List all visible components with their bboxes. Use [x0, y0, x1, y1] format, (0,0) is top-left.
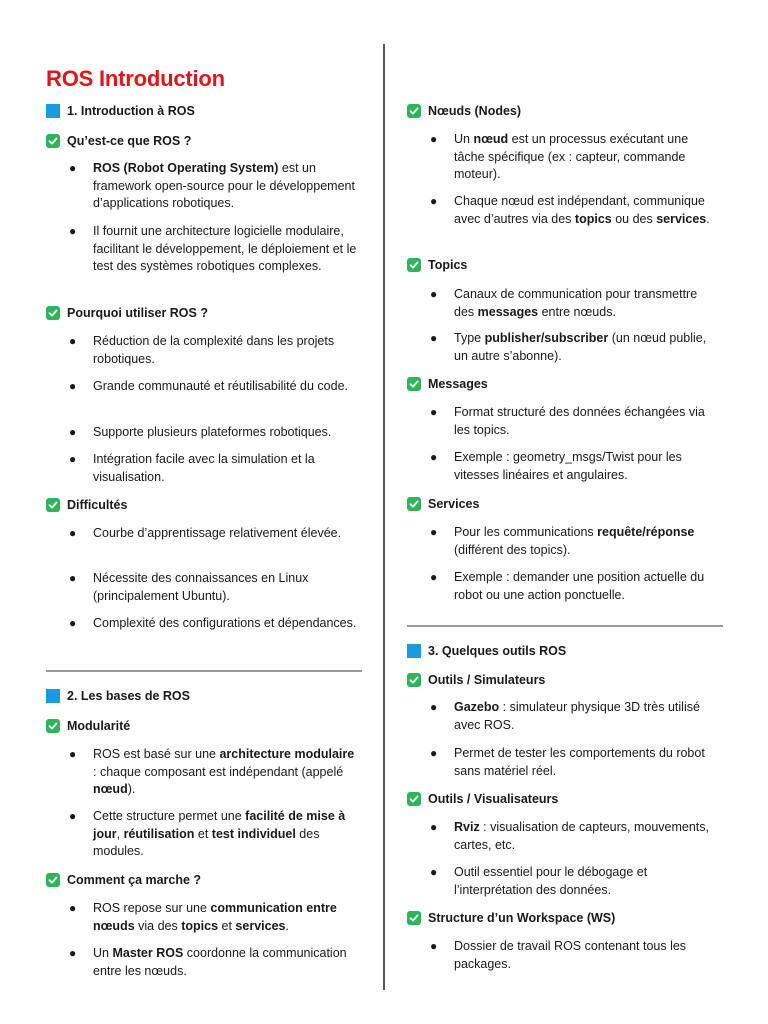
bullet-dot: ● [430, 700, 438, 714]
check-mark-icon [46, 134, 60, 148]
bullet-dot: ● [69, 379, 77, 393]
blue-square-icon [407, 644, 421, 658]
bold-text: topics [181, 918, 219, 933]
bullet-dot: ● [430, 939, 438, 953]
bullet-dot: ● [69, 946, 77, 960]
subheading-label: Outils / Visualisateurs [428, 792, 559, 806]
item-text: entre nœuds. [538, 304, 616, 319]
item-text: Supporte plusieurs plateformes robotiques. [93, 425, 332, 439]
list-item [430, 745, 720, 780]
item-text: Format structuré des données échangées via les topics. [454, 405, 705, 437]
bold-text: test individuel [211, 826, 296, 841]
bold-text: ROS (Robot Operating System) [93, 161, 279, 175]
bold-text: facilité de mise à jour [93, 809, 346, 841]
subheading-label: Pourquoi utiliser ROS ? [67, 306, 208, 320]
list-item [69, 525, 359, 543]
subheading-label: Messages [428, 377, 488, 391]
item-text: Intégration facile avec la simulation et la visualisation. [93, 452, 315, 484]
subheading-label: Outils / Simulateurs [428, 673, 546, 687]
item-text: Complexité des configurations et dépendances. [93, 616, 357, 630]
subheading-label: Modularité [67, 719, 131, 733]
section-heading-label: 3. Quelques outils ROS [428, 644, 567, 658]
item-text: Grande communauté et réutilisabilité du code. [93, 379, 349, 393]
check-mark-icon [46, 306, 60, 320]
item-text: est un processus exécutant une tâche spécifique (ex : capteur, commande moteur). [454, 132, 689, 181]
section-heading-label: 2. Les bases de ROS [67, 689, 190, 703]
list-item [430, 286, 720, 321]
bullet-dot: ● [430, 865, 438, 879]
bullet-dot: ● [430, 525, 438, 539]
bold-text: réutilisation [123, 826, 195, 841]
subheading-services [407, 497, 479, 511]
item-text: et [218, 918, 236, 933]
bullet-dot: ● [69, 747, 77, 761]
item-text: Chaque nœud est indépendant, communique avec d’autres via des [454, 194, 705, 226]
bold-text: Gazebo [454, 700, 500, 714]
item-text: est un framework open-source pour le développement d’applications robotiques. [93, 161, 355, 210]
subheading-nodes [407, 104, 521, 118]
subheading-difficulties [46, 498, 127, 512]
subheading-topics [407, 258, 467, 272]
list-item [430, 864, 720, 899]
bold-text: Master ROS [112, 946, 184, 960]
section-heading-label: 1. Introduction à ROS [67, 104, 195, 118]
item-text: via des [134, 918, 182, 933]
subheading-modularity [46, 719, 130, 733]
subheading-messages [407, 377, 488, 391]
item-text: ROS est basé sur une [93, 747, 220, 761]
subheading-label: Comment ça marche ? [67, 873, 202, 887]
item-text: (un nœud publie, un autre s’abonne). [454, 331, 707, 363]
bullet-dot: ● [69, 452, 77, 466]
list-item [430, 404, 720, 439]
check-mark-icon [407, 911, 421, 925]
bold-text: Rviz [454, 820, 480, 834]
item-text: : visualisation de capteurs, mouvements, cartes, etc. [454, 820, 709, 852]
bold-text: nœud [93, 782, 128, 796]
section-heading-basics [46, 689, 190, 703]
subheading-simulators [407, 673, 545, 687]
list-item [69, 808, 359, 861]
bold-text: publisher/subscriber [484, 331, 609, 345]
bullet-dot: ● [430, 746, 438, 760]
bullet-dot: ● [69, 425, 77, 439]
bullet-dot: ● [430, 450, 438, 464]
bullet-dot: ● [69, 224, 77, 238]
item-text: (différent des topics). [454, 542, 571, 557]
item-text: Outil essentiel pour le débogage et l’interprétation des données. [454, 865, 648, 897]
list-item [69, 333, 359, 368]
item-text: Nécessite des connaissances en Linux (principalement Ubuntu). [93, 571, 309, 603]
blue-square-icon [46, 104, 60, 118]
check-mark-icon [46, 498, 60, 512]
bold-text: services [656, 211, 707, 226]
list-item [430, 131, 720, 184]
list-item [69, 570, 359, 605]
column-divider [383, 44, 385, 990]
list-item [430, 193, 720, 228]
item-text: , [116, 826, 124, 841]
list-item [69, 615, 359, 633]
section-heading-introduction [46, 104, 195, 118]
bullet-dot: ● [430, 570, 438, 584]
item-text: Réduction de la complexité dans les projets robotiques. [93, 334, 335, 366]
item-text: Courbe d’apprentissage relativement élevée. [93, 526, 342, 540]
subheading-label: Services [428, 497, 480, 511]
item-text: Il fournit une architecture logicielle modulaire, facilitant le développement, le déploiement et le test des systèmes robotiques complexes. [93, 224, 357, 273]
item-text: Cette structure permet une [93, 809, 246, 823]
check-mark-icon [46, 719, 60, 733]
item-text: ROS repose sur une [93, 901, 211, 915]
bold-text: requête/réponse [597, 525, 695, 539]
item-text: . [706, 211, 710, 226]
subheading-what-is-ros [46, 134, 191, 148]
bold-text: messages [477, 304, 539, 319]
item-text: : chaque composant est indépendant (appelé [93, 764, 344, 779]
list-item [430, 938, 720, 973]
item-text: ou des [611, 211, 657, 226]
list-item [69, 746, 359, 799]
list-item [430, 524, 720, 559]
section-divider [407, 625, 723, 627]
bullet-dot: ● [430, 820, 438, 834]
bullet-dot: ● [430, 132, 438, 146]
bullet-dot: ● [430, 405, 438, 419]
check-mark-icon [407, 377, 421, 391]
bold-text: communication entre nœuds [93, 901, 337, 933]
item-text: Pour les communications [454, 525, 598, 539]
bullet-dot: ● [69, 809, 77, 823]
check-mark-icon [46, 873, 60, 887]
item-text: Dossier de travail ROS contenant tous les packages. [454, 939, 687, 971]
item-text: Permet de tester les comportements du robot sans matériel réel. [454, 746, 705, 778]
list-item [69, 160, 359, 213]
subheading-label: Difficultés [67, 498, 128, 512]
item-text: . [285, 918, 289, 933]
list-item [430, 449, 720, 484]
subheading-label: Topics [428, 258, 468, 272]
bullet-dot: ● [69, 571, 77, 585]
list-item [430, 699, 720, 734]
bullet-dot: ● [69, 901, 77, 915]
item-text: ). [127, 782, 136, 796]
item-text: coordonne la communication entre les nœuds. [93, 946, 347, 978]
subheading-label: Qu’est-ce que ROS ? [67, 134, 192, 148]
section-divider [46, 670, 362, 672]
item-text: Un [93, 946, 113, 960]
check-mark-icon [407, 673, 421, 687]
list-item [430, 819, 720, 854]
list-item [69, 451, 359, 486]
item-text: Type [454, 331, 485, 345]
item-text: Canaux de communication pour transmettre des [454, 287, 698, 319]
subheading-why-use-ros [46, 306, 208, 320]
bullet-dot: ● [69, 334, 77, 348]
bullet-dot: ● [430, 287, 438, 301]
blue-square-icon [46, 689, 60, 703]
bold-text: services [235, 918, 286, 933]
item-text: et [194, 826, 212, 841]
list-item [69, 900, 359, 935]
item-text: Un [454, 132, 474, 146]
subheading-visualizers [407, 792, 558, 806]
check-mark-icon [407, 258, 421, 272]
subheading-label: Structure d’un Workspace (WS) [428, 911, 616, 925]
list-item [430, 569, 720, 604]
bold-text: nœud [473, 132, 509, 146]
list-item [69, 424, 359, 442]
section-heading-tools [407, 644, 566, 658]
subheading-how-it-works [46, 873, 201, 887]
list-item [69, 945, 359, 980]
bullet-dot: ● [69, 161, 77, 175]
list-item [69, 223, 359, 276]
item-text: des modules. [93, 826, 320, 858]
list-item [69, 378, 359, 396]
item-text: : simulateur physique 3D très utilisé avec ROS. [454, 700, 700, 732]
bold-text: architecture modulaire [219, 747, 355, 761]
page-title: ROS Introduction [46, 66, 225, 91]
bullet-dot: ● [430, 194, 438, 208]
subheading-label: Nœuds (Nodes) [428, 104, 522, 118]
check-mark-icon [407, 497, 421, 511]
check-mark-icon [407, 792, 421, 806]
bullet-dot: ● [69, 616, 77, 630]
subheading-workspace-structure [407, 911, 615, 925]
item-text: Exemple : geometry_msgs/Twist pour les vitesses linéaires et angulaires. [454, 450, 682, 482]
bullet-dot: ● [69, 526, 77, 540]
list-item [430, 330, 720, 365]
bullet-dot: ● [430, 331, 438, 345]
bold-text: topics [574, 211, 612, 226]
item-text: Exemple : demander une position actuelle du robot ou une action ponctuelle. [454, 570, 705, 602]
check-mark-icon [407, 104, 421, 118]
